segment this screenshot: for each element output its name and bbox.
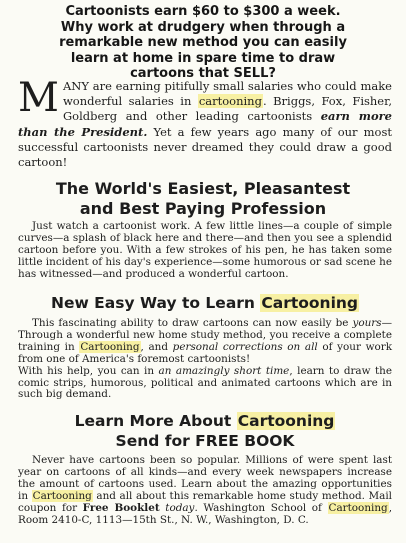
body-paragraph bbox=[18, 366, 392, 402]
highlighted-term: Cartooning bbox=[32, 489, 92, 502]
heading-line: The World's Easiest, Pleasantest bbox=[55, 179, 351, 198]
body-text: Never have cartoons been so popular. Millions of were spent last year on cartoons of all kinds—and every week newspapers increase the amount of cartoons used. Learn about the amazing opportunities in bbox=[18, 454, 392, 502]
lede-text: . Briggs, Fox, Fisher, Goldberg and other leading cartoonists bbox=[62, 94, 393, 124]
highlighted-term: Cartooning bbox=[237, 412, 335, 430]
emphasis-text: personal corrections on all bbox=[172, 340, 318, 353]
headline-line: Cartoonists earn $60 to $300 a week. bbox=[65, 4, 341, 19]
emphasis-text: an amazingly short time bbox=[158, 364, 290, 377]
heading-line bbox=[18, 412, 392, 432]
lede-text: Yet a few years ago many of our most successful cartoonists never dreamed they could draw a good cartoon! bbox=[18, 124, 393, 170]
emphasis-text: earn more than the President. bbox=[18, 109, 392, 139]
body-text: . Washington School of bbox=[194, 501, 328, 514]
heading-line: Send for FREE BOOK bbox=[115, 431, 295, 450]
section-heading-new-easy-way bbox=[18, 294, 392, 314]
drop-cap: M bbox=[18, 75, 59, 121]
body-text: —Through a wonderful new home study method, you receive a complete training in bbox=[18, 317, 392, 353]
bold-text: Free Booklet bbox=[82, 501, 160, 514]
body-text: , Room 2410-C, 1113—15th St., N. W., Washington, D. C. bbox=[18, 501, 392, 526]
heading-text: Learn More About bbox=[74, 412, 237, 430]
body-paragraph bbox=[18, 455, 392, 526]
body-text: With his help, you can in bbox=[18, 364, 159, 377]
headline-line: remarkable new method you can easily bbox=[59, 35, 347, 51]
body-text: and all about this remarkable home study method. Mail coupon for bbox=[18, 489, 393, 514]
heading-text: New Easy Way to Learn bbox=[50, 294, 261, 312]
section-body-easiest-profession bbox=[18, 221, 392, 281]
section-body-new-easy-way bbox=[18, 318, 392, 401]
heading-line: and Best Paying Profession bbox=[79, 199, 327, 218]
headline-line: cartoons that SELL? bbox=[130, 66, 276, 82]
body-paragraph: Just watch a cartoonist work. A few little lines—a couple of simple curves—a splash of black here and there—and then you see a splendid cartoon before you. With a few strokes of his pen, he has taken some little incident of his day's experience—some humorous or sad scene he has witnessed—and produced a wonderful cartoon. bbox=[18, 220, 392, 280]
highlighted-term: Cartooning bbox=[328, 501, 388, 514]
emphasis-text: today bbox=[165, 501, 195, 514]
headline-line: Why work at drudgery when through a bbox=[60, 19, 346, 35]
headline bbox=[28, 4, 378, 82]
section-heading-learn-more bbox=[18, 412, 392, 451]
body-paragraph bbox=[18, 318, 392, 366]
emphasis-text: yours bbox=[352, 317, 382, 329]
highlighted-term: Cartooning bbox=[261, 294, 359, 312]
highlighted-term: cartooning bbox=[198, 94, 262, 109]
body-text: , learn to draw the comic strips, humorous, political and animated cartoons which are in such big demand. bbox=[18, 364, 393, 401]
body-text: of your work from one of America's foremost cartoonists! bbox=[18, 340, 393, 365]
headline-line: learn at home in spare time to draw bbox=[70, 50, 336, 66]
body-text: , and bbox=[140, 340, 173, 353]
lede-text: ANY are earning pitifully small salaries who could make wonderful salaries in bbox=[62, 79, 392, 109]
lede-paragraph bbox=[18, 75, 393, 170]
section-body-learn-more bbox=[18, 455, 392, 526]
highlighted-term: Cartooning bbox=[80, 340, 140, 353]
section-heading-easiest-profession bbox=[18, 179, 388, 219]
body-text: This fascinating ability to draw cartoons can now easily be bbox=[32, 317, 353, 329]
